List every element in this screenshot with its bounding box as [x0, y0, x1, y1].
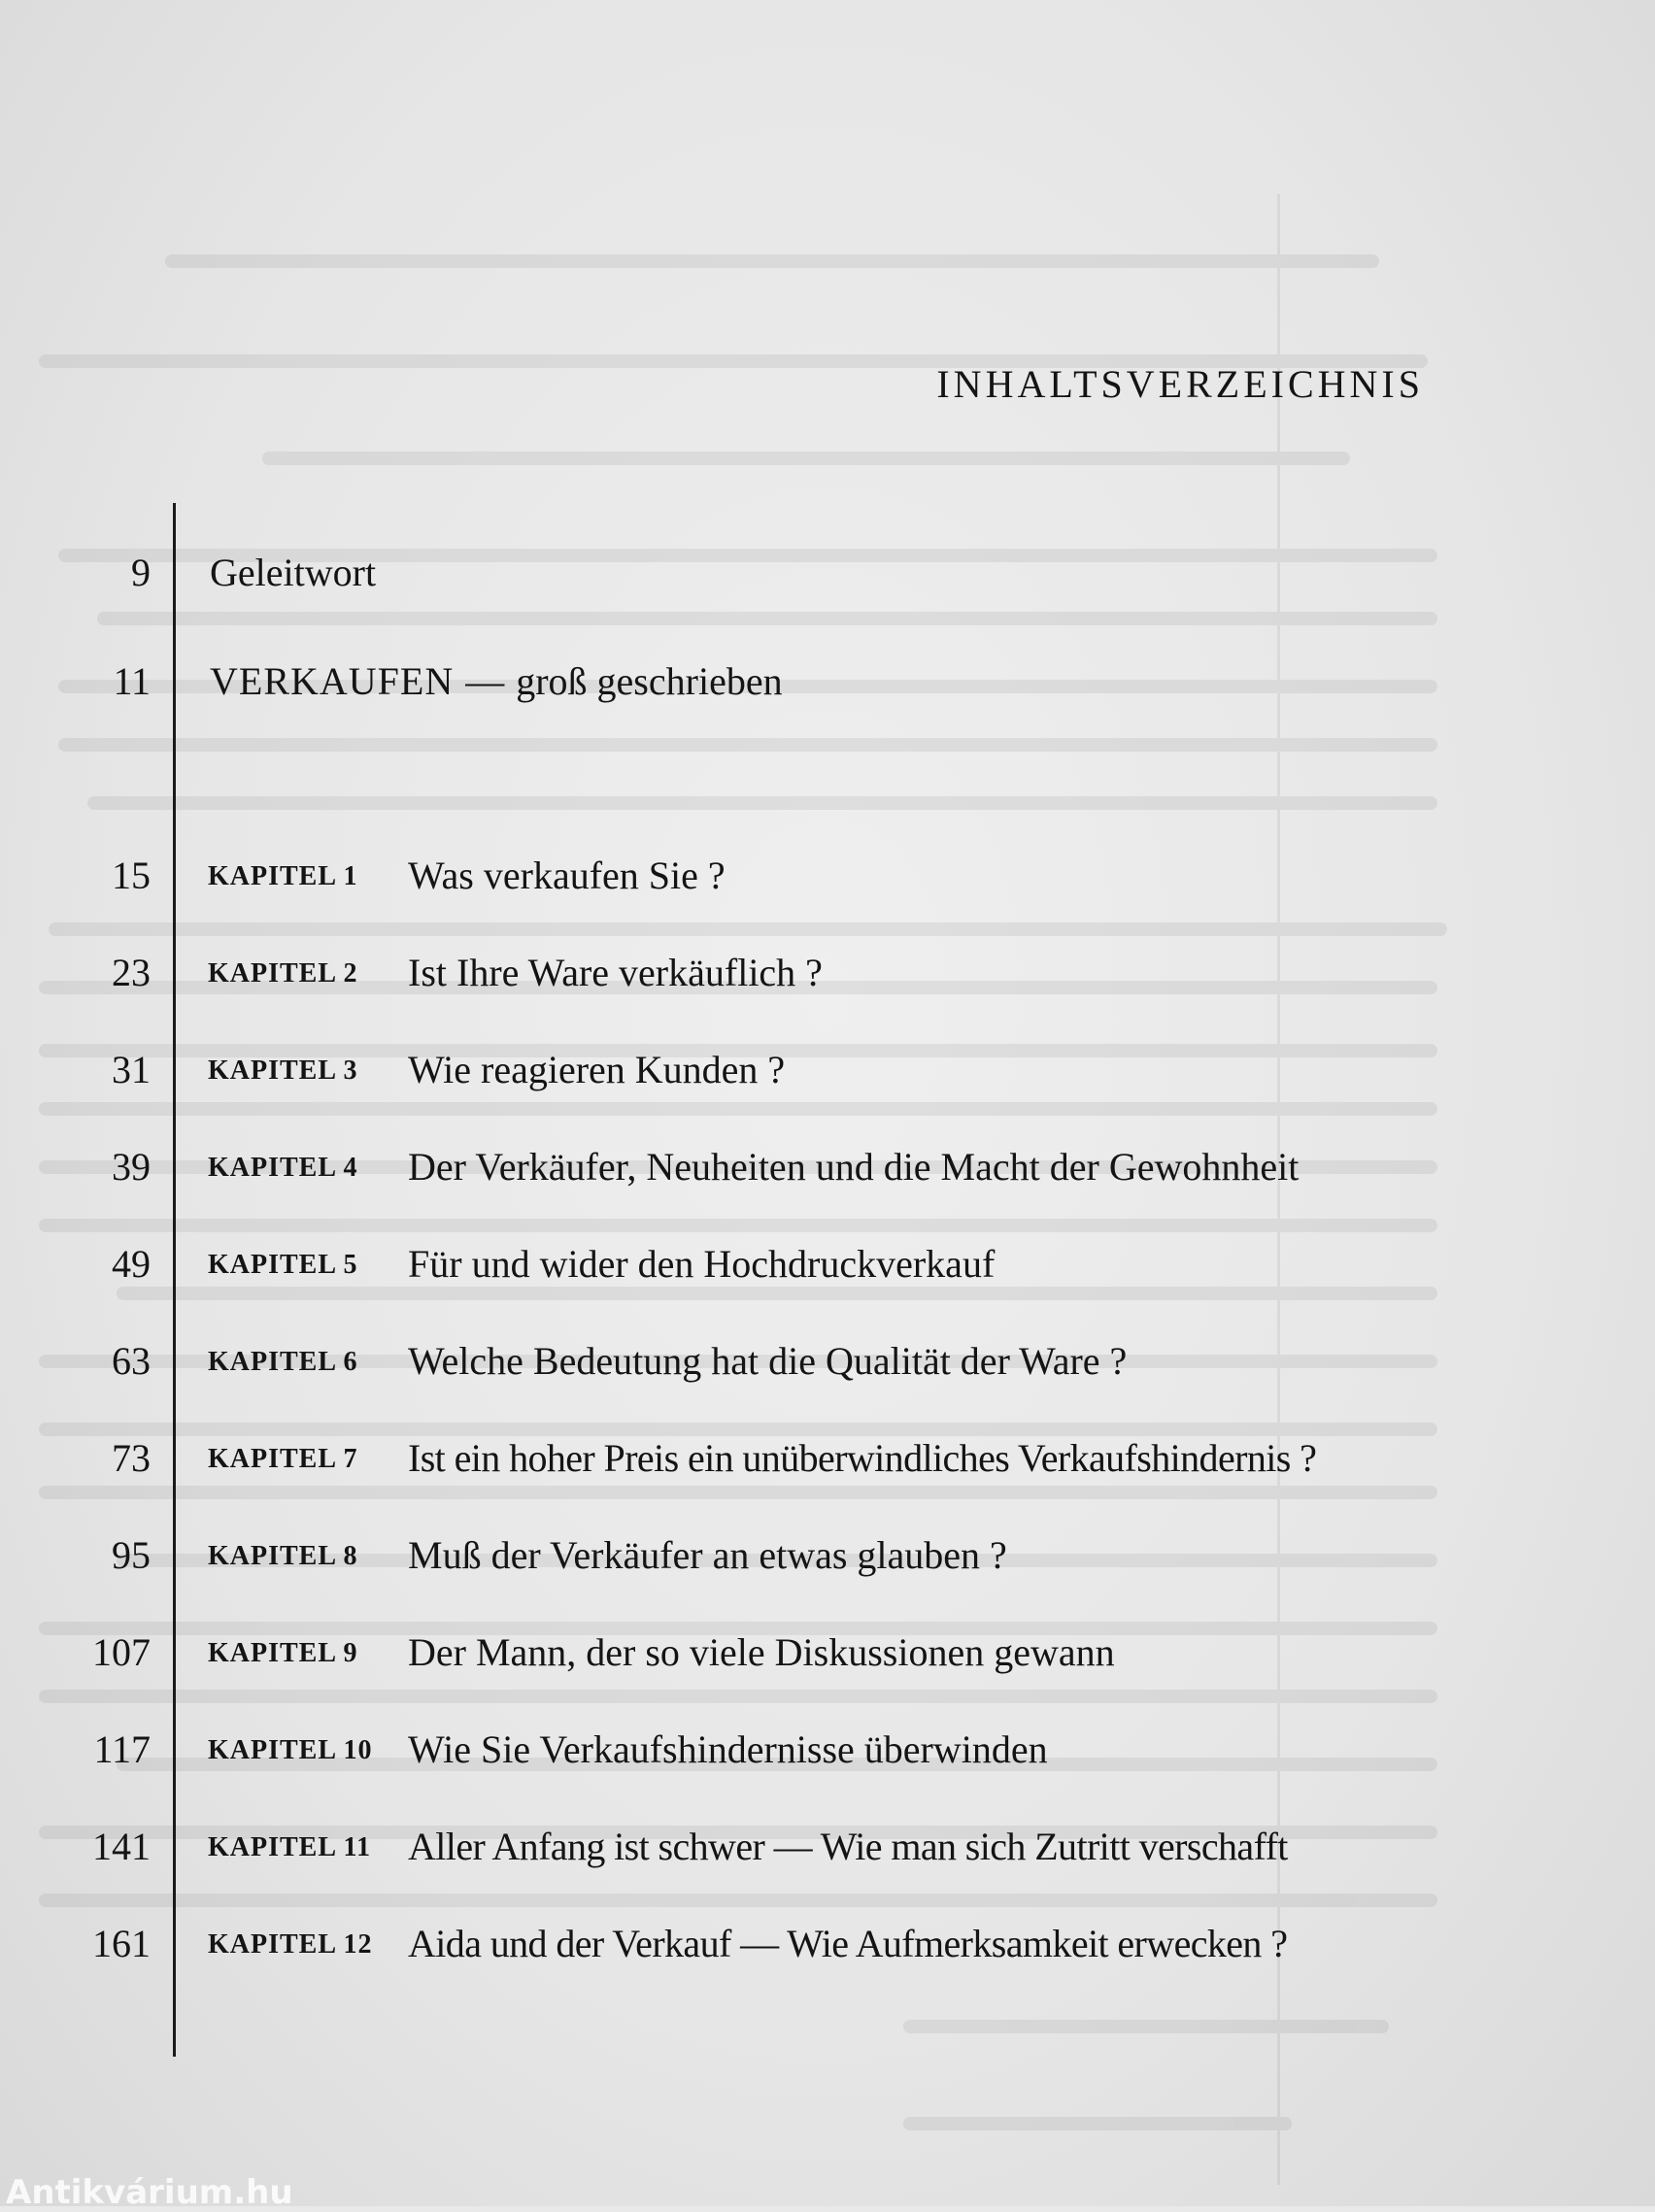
toc-entry-chapter	[0, 1138, 1655, 1196]
page-number: 107	[92, 1630, 151, 1674]
chapter-title: Welche Bedeutung hat die Qualität der Ware ?	[408, 1339, 1128, 1383]
page-number: 11	[113, 659, 151, 703]
chapter-title: Was verkaufen Sie ?	[408, 854, 726, 897]
chapter-label: KAPITEL 3	[208, 1056, 358, 1086]
page-number: 15	[112, 854, 151, 897]
toc-entry-chapter	[0, 847, 1655, 905]
toc-entry-section	[0, 653, 1655, 711]
page-number: 95	[112, 1533, 151, 1577]
entry-title: Geleitwort	[210, 551, 377, 594]
page-number: 73	[112, 1436, 151, 1480]
chapter-title: Wie Sie Verkaufshindernisse überwinden	[408, 1727, 1048, 1771]
chapter-title: Für und wider den Hochdruckverkauf	[408, 1242, 996, 1286]
page-number: 161	[92, 1922, 151, 1965]
toc-entry-chapter	[0, 1041, 1655, 1099]
em-dash: —	[465, 659, 505, 703]
page-number: 31	[112, 1048, 151, 1091]
page-number: 63	[112, 1339, 151, 1383]
chapter-label: KAPITEL 8	[208, 1541, 358, 1571]
page-number: 23	[112, 951, 151, 994]
chapter-label: KAPITEL 4	[208, 1153, 358, 1183]
toc-entry-front	[0, 544, 1655, 602]
page-number: 9	[131, 551, 151, 594]
entry-title	[210, 653, 783, 711]
chapter-title: Ist Ihre Ware verkäuflich ?	[408, 951, 823, 994]
toc-entry-chapter	[0, 1429, 1655, 1488]
toc-entry-chapter	[0, 1526, 1655, 1585]
toc-entry-chapter	[0, 1818, 1655, 1876]
watermark: Antikvárium.hu	[6, 2173, 293, 2212]
toc-entry-chapter	[0, 1624, 1655, 1682]
toc-entry-chapter	[0, 1235, 1655, 1293]
page-number: 49	[112, 1242, 151, 1286]
toc-entry-chapter	[0, 1332, 1655, 1391]
chapter-label: KAPITEL 12	[208, 1929, 373, 1960]
chapter-title: Aller Anfang ist schwer — Wie man sich Zutritt verschafft	[408, 1825, 1288, 1868]
chapter-label: KAPITEL 9	[208, 1638, 358, 1668]
page-number: 141	[92, 1825, 151, 1868]
page-number: 117	[93, 1727, 151, 1771]
chapter-title: Ist ein hoher Preis ein unüberwindliches Verkaufshindernis ?	[408, 1436, 1317, 1480]
chapter-label: KAPITEL 11	[208, 1832, 371, 1862]
toc-entry-chapter	[0, 1915, 1655, 1973]
chapter-title: Muß der Verkäufer an etwas glauben ?	[408, 1533, 1007, 1577]
toc-entry-chapter	[0, 1721, 1655, 1779]
chapter-label: KAPITEL 10	[208, 1735, 373, 1765]
chapter-label: KAPITEL 2	[208, 958, 358, 989]
chapter-title: Wie reagieren Kunden ?	[408, 1048, 786, 1091]
section-title: VERKAUFEN	[210, 659, 455, 703]
chapter-label: KAPITEL 5	[208, 1250, 358, 1280]
chapter-title: Der Mann, der so viele Diskussionen gewann	[408, 1630, 1115, 1674]
chapter-title: Der Verkäufer, Neuheiten und die Macht der Gewohnheit	[408, 1145, 1300, 1189]
page-title: INHALTSVERZEICHNIS	[936, 362, 1424, 406]
toc-entry-chapter	[0, 944, 1655, 1002]
page-number: 39	[112, 1145, 151, 1189]
section-subtitle: groß geschrieben	[516, 659, 783, 703]
chapter-label: KAPITEL 1	[208, 861, 358, 891]
chapter-label: KAPITEL 6	[208, 1347, 358, 1377]
chapter-label: KAPITEL 7	[208, 1444, 358, 1474]
chapter-title: Aida und der Verkauf — Wie Aufmerksamkeit erwecken ?	[408, 1922, 1288, 1965]
